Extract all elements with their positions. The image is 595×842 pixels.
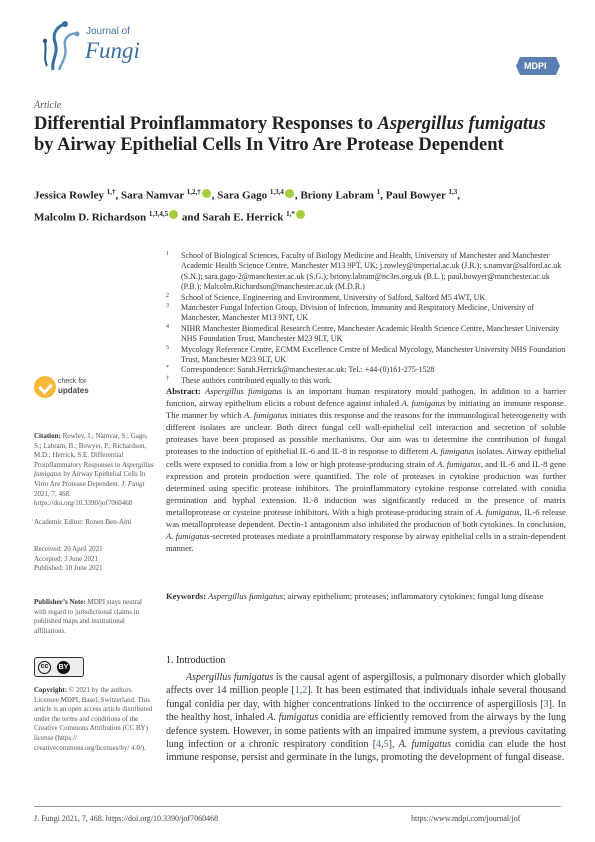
footer-journal-url[interactable]: https://www.mdpi.com/journal/jof (411, 814, 521, 823)
mdpi-logo (516, 55, 560, 77)
abstract-text: , and IL-6 and IL-8 gene expression and protein production were quantified. The role of proteases in cytokine production was further determined using specific protease inhibitors. The proinflammatory cytokine response correlated with conidia germination and hyphal extension. IL-8 induction was significantly reduced in the presence of matrix metalloprotease or cysteine protease inhibitors. With a high protease-producing strain of (166, 458, 566, 517)
check-updates-line2: updates (58, 386, 89, 395)
abstract-species: A. fumigatus (401, 398, 446, 409)
copyright-label: Copyright: (34, 686, 68, 694)
author-separator: , (294, 189, 301, 202)
author-affiliation-marker: 1,3 (448, 188, 458, 196)
reference-link[interactable]: 3 (543, 698, 549, 710)
cc-by-license-icon[interactable] (34, 657, 84, 677)
author-affiliation-marker: 1 (376, 188, 381, 196)
affiliation-text: Manchester Fungal Infection Group, Division of Infection, Immunity and Respiratory Medicine, University of Manchester, Manchester M13 9NT, UK (181, 303, 535, 323)
journal-name: Fungi (85, 38, 140, 63)
journal-label: Journal of (86, 26, 130, 37)
academic-editor: Academic Editor: Ronen Ben-Ami (34, 518, 132, 526)
reference-link[interactable]: 1 (294, 685, 300, 697)
author-name: Malcolm D. Richardson (34, 211, 147, 224)
abstract-text: , IL-6 release was metalloprotease dependent. Dectin-1 antagonism also inhibited the production of both cytokines. In conclusion, (166, 506, 566, 530)
author-name: Sara Gago (217, 189, 268, 202)
intro-text: conidia can elude the host immune response, persist and germinate in the lungs, promoting the development of fungal disease. (166, 739, 566, 764)
intro-species: A. fumigatus (267, 712, 319, 724)
affiliation-text: Mycology Reference Centre, ECMM Excellence Centre of Medical Mycology, Manchester University NHS Foundation Trust, Manchester M23 9LT, UK (181, 344, 566, 365)
title-part1: Differential Proinflammatory Responses to (34, 114, 378, 134)
article-title (34, 114, 554, 155)
affiliation-text: School of Biological Sciences, Faculty of Biology Medicine and Health, University of Manchester and Manchester Academic Health Science Centre, Manchester M13 9PT, UK; j.rowley@imperial.ac.uk (J.R.); s.namvar@salford.ac.uk (S.N.); sara.gago-2@manchester.ac.uk (S.G.); briony.labram@nc3rs.org.uk (B.L.); paul.bowyer@manchester.ac.uk (P.B.); Malcolm.Richardson@manchester.ac.uk (M.D.R.) (181, 251, 562, 292)
journal-logo (33, 20, 153, 74)
article-type: Article (34, 100, 62, 111)
check-updates-line1: check for (58, 378, 87, 385)
intro-species: A. fumigatus (398, 739, 451, 751)
affiliation-number: 1 (166, 251, 169, 257)
abstract-species: Aspergillus fumigatus (200, 386, 283, 396)
reference-link[interactable]: 4 (376, 739, 382, 751)
publisher-note-text: MDPI stays neutral with regard to jurisdictional claims in published maps and institutional affiliations. (34, 598, 142, 635)
intro-text: , (381, 739, 384, 751)
author-affiliation-marker: 1,2,† (186, 188, 201, 196)
keywords-label: Keywords: (166, 591, 207, 601)
affiliation-item (166, 345, 566, 366)
abstract-species: A. fumigatus (166, 531, 210, 542)
cc-icon: cc (38, 661, 51, 674)
publisher-note (34, 598, 156, 636)
citation-text1: Rowley, J.; Namvar, S.; Gago, S.; Labram, B.; Bowyer, P.; Richardson, M.D.; Herrick, S.E. Differential Proinflammatory Responses to (34, 432, 148, 469)
affiliations (166, 251, 566, 386)
citation-journal: J. Fungi (121, 479, 145, 488)
citation-italic: Aspergillus fumigatus (34, 460, 154, 479)
affiliation-text: Correspondence: Sarah.Herrick@manchester.ac.uk; Tel.: +44-(0)161-275-1528 (181, 365, 435, 375)
affiliation-number: 2 (166, 292, 169, 299)
author-list (34, 183, 564, 226)
affiliation-item (166, 324, 566, 345)
author-separator: , (211, 189, 218, 202)
abstract-text: isolates. Airway epithelial cells were exposed to conidia from a low or high protease-producing strain of (166, 446, 566, 469)
author-separator: , (457, 189, 460, 202)
title-italic: Aspergillus fumigatus (377, 114, 546, 134)
footer-divider (34, 806, 561, 807)
citation-text2: by Airway Epithelial Cells In Vitro Are Protease Dependent. (34, 470, 146, 488)
fungi-journal-icon (33, 20, 83, 74)
abstract-text: initiates this response and the reasons for the immunological heterogeneity with different isolates are unclear. Both direct fungal cell wall-epithelial cell interaction and secretion of soluble proteases have been proposed as possible mechanisms. Our aim was to determine the contribution of fungal proteases to the induction of epithelial IL-6 and IL-8 in response to different (166, 410, 567, 457)
author-affiliation-marker: 1,3,4,5 (148, 209, 169, 218)
intro-text: is the causal agent of aspergillosis, a pulmonary disorder which globally affects over 14 million people [ (166, 672, 566, 697)
footer-citation: J. Fungi 2021, 7, 468. https://doi.org/10.3390/jof7060468 (34, 814, 219, 823)
keywords-italic: Aspergillus fumigatus (206, 591, 283, 601)
abstract-species: A. fumigatus (430, 446, 475, 457)
date-received: Received: 20 April 2021 (34, 545, 103, 553)
affiliation-item (166, 293, 566, 303)
citation-doi: 2021, 7, 468. https://doi.org/10.3390/jof7060468 (34, 489, 133, 508)
author-affiliation-marker: 1,* (286, 209, 295, 218)
intro-text: , (299, 685, 303, 697)
abstract-label: Abstract: (166, 386, 201, 396)
author-separator: , (115, 189, 121, 202)
author-name: Paul Bowyer (385, 189, 446, 202)
affiliation-number: * (166, 365, 169, 372)
copyright-block (34, 686, 156, 753)
affiliation-text: School of Science, Engineering and Environment, University of Salford, Salford M5 4WT, UK (181, 292, 486, 302)
keywords-text: ; airway epithelium; proteases; inflammatory cytokines; fungal lung disease (282, 591, 544, 601)
orcid-icon[interactable] (285, 189, 294, 198)
by-icon: BY (57, 661, 70, 674)
affiliation-text: NIHR Manchester Biomedical Research Centre, Manchester Academic Health Science Centre, Manchester University NHS Foundation Trust, Manchester M23 9LT, UK (181, 323, 560, 344)
intro-text: ]. In the healthy host, inhaled (166, 698, 566, 724)
abstract-text: by initiating an immune response. The manner by which (166, 398, 566, 421)
author-separator: , (380, 189, 386, 202)
date-accepted: Accepted: 3 June 2021 (34, 554, 98, 563)
author-name: Briony Labram (300, 189, 374, 202)
reference-link[interactable]: 5 (383, 739, 389, 751)
author-name: Sara Namvar (120, 189, 185, 202)
orcid-icon[interactable] (169, 210, 178, 219)
affiliation-text: These authors contributed equally to this work. (181, 375, 332, 385)
checkmark-icon (34, 376, 56, 398)
affiliation-number: 3 (166, 303, 169, 310)
author-name: Jessica Rowley (34, 189, 104, 202)
intro-species: Aspergillus fumigatus (186, 672, 274, 683)
intro-text: ]. It has been estimated that individuals inhale several thousand fungal conidia per day, with higher concentrations linked to the occurrence of aspergillosis [ (166, 685, 566, 710)
citation-label: Citation: (34, 432, 61, 440)
orcid-icon[interactable] (202, 189, 211, 198)
author-affiliation-marker: 1,3,4 (269, 188, 284, 196)
author-name: Sarah E. Herrick (202, 211, 284, 224)
affiliation-number: 5 (166, 344, 169, 351)
check-for-updates-badge[interactable] (34, 376, 94, 400)
keywords (166, 590, 566, 602)
dates-block (34, 545, 156, 574)
orcid-icon[interactable] (296, 210, 305, 219)
author-separator: and (179, 211, 203, 224)
abstract-text: -secreted proteases mediate a proinflammatory response by airway epithelial cells in a strain-dependent manner. (166, 531, 566, 554)
abstract (166, 385, 566, 554)
section-heading-introduction: 1. Introduction (166, 655, 226, 666)
abstract-species: A. fumigatus (475, 506, 520, 517)
affiliation-number: † (166, 375, 169, 382)
introduction-paragraph (166, 671, 566, 765)
mdpi-text: MDPI (524, 61, 547, 71)
copyright-text: © 2021 by the authors. Licensee MDPI, Basel, Switzerland. This article is an open access article distributed under the terms and conditions of the Creative Commons Attribution (CC BY) license (https:// creativecommons.org/licenses/by/ 4.0/). (34, 686, 153, 752)
abstract-species: A. fumigatus (243, 410, 288, 421)
reference-link[interactable]: 2 (302, 685, 308, 697)
affiliation-item (166, 365, 566, 375)
publisher-note-label: Publisher’s Note: (34, 598, 86, 606)
title-part2: by Airway Epithelial Cells In Vitro Are Protease Dependent (34, 134, 504, 155)
abstract-text: is an important human respiratory mould pathogen. In addition to a barrier function, airway epithelium elicits a robust defence against inhaled (166, 386, 566, 409)
date-published: Published: 10 June 2021 (34, 564, 103, 573)
author-affiliation-marker: 1,† (106, 188, 116, 196)
intro-text: ], (388, 739, 399, 751)
abstract-species: A. fumigatus (437, 458, 481, 469)
citation-block (34, 432, 156, 509)
intro-text: conidia are efficiently removed from the airways by the lung defence system. However, in some patients with an impaired immune system, a previous cavitating lung infection or a chronic respiratory condition [ (166, 712, 566, 751)
affiliation-item (166, 303, 566, 324)
affiliation-item (166, 251, 566, 293)
affiliation-number: 4 (166, 323, 169, 330)
